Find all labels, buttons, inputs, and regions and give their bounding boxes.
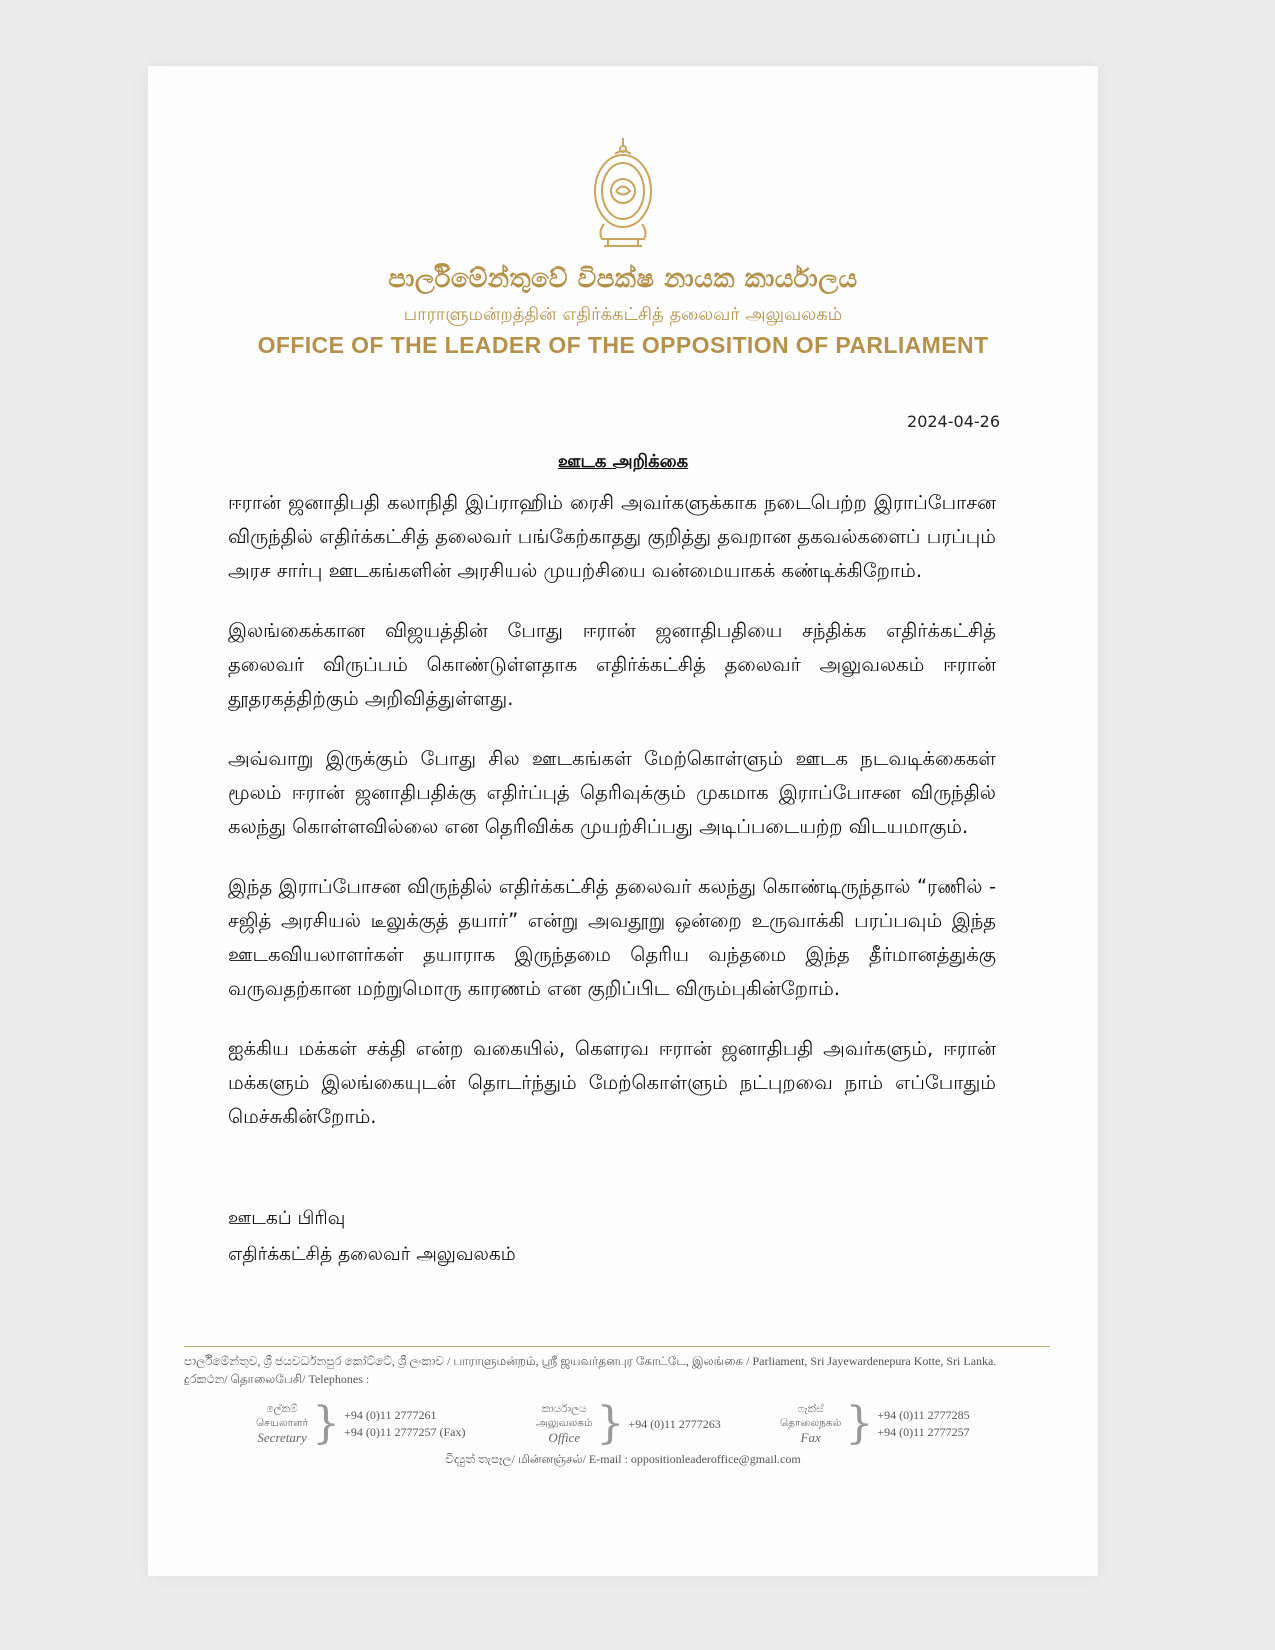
header-title-english: OFFICE OF THE LEADER OF THE OPPOSITION OF PARLIAMENT: [257, 332, 989, 358]
footer-email: විද්‍යුත් තැපෑල/ மின்னஞ்சல்/ E-mail : oppositionleaderoffice@gmail.com: [445, 1452, 801, 1466]
office-label-ta: அலுவலகம்: [536, 1418, 593, 1429]
secretary-phone: +94 (0)11 2777261: [344, 1408, 437, 1422]
letter-page: [148, 66, 1098, 1576]
secretary-label-si: ලේකම්: [266, 1404, 298, 1415]
paragraph: அவ்வாறு இருக்கும் போது சில ஊடகங்கள் மேற்கொள்ளும் ஊடக நடவடிக்கைகள் மூலம் ஈரான் ஜனாதிபதிக்கு எதிர்ப்புத் தெரிவுக்கும் முகமாக இராப்போசன விருந்தில் கலந்து கொள்ளவில்லை என தெரிவிக்க முயற்சிப்பது அடிப்படையற்ற விடயமாகும்.: [228, 747, 996, 838]
header-title-tamil: பாராளுமன்றத்தின் எதிர்க்கட்சித் தலைவர் அலுவலகம்: [403, 304, 843, 325]
contact-secretary: [256, 1398, 466, 1449]
letter-date: 2024-04-26: [907, 412, 1000, 431]
fax-label-ta: தொலைநகல்: [780, 1418, 842, 1429]
paragraph: இலங்கைக்கான விஜயத்தின் போது ஈரான் ஜனாதிபதியை சந்திக்க எதிர்க்கட்சித் தலைவர் விருப்பம் கொண்டுள்ளதாக எதிர்க்கட்சித் தலைவர் அலுவலகம் ஈரான் தூதரகத்திற்கும் அறிவித்துள்ளது.: [228, 619, 996, 710]
footer-address: පාර්ලිමේන්තුව, ශ්‍රී ජයවර්ධනපුර කෝට්ටේ, ශ්‍රී ලංකාව / பாராளுமன்றம், ஸ்ரீ ஜயவர்தனபுர கோட்டே, இலங்கை / Parliament, Sri Jayewardenepura Kotte, Sri Lanka.: [184, 1354, 997, 1368]
secretary-fax: +94 (0)11 2777257 (Fax): [344, 1425, 466, 1439]
header-title-sinhala: පාර්ලිමේන්තුවේ විපක්ෂ නායක කාර්යාලය: [388, 264, 858, 294]
contact-fax: [780, 1398, 970, 1449]
contact-office: [536, 1398, 721, 1449]
fax-number-2: +94 (0)11 2777257: [877, 1425, 970, 1439]
fax-label-si: ෆැක්ස්: [797, 1404, 824, 1415]
secretary-label-en: Secretary: [257, 1430, 307, 1445]
office-label-si: කාර්යාලය: [541, 1404, 587, 1415]
sri-lanka-emblem-icon: [590, 136, 656, 251]
brace-icon: }: [312, 1398, 341, 1449]
fax-label-en: Fax: [800, 1430, 821, 1445]
paragraph: ஈரான் ஜனாதிபதி கலாநிதி இப்ராஹிம் ரைசி அவர்களுக்காக நடைபெற்ற இராப்போசன விருந்தில் எதிர்க்கட்சித் தலைவர் பங்கேற்காதது குறித்து தவறான தகவல்களைப் பரப்பும் அரச சார்பு ஊடகங்களின் அரசியல் முயற்சியை வன்மையாகக் கண்டிக்கிறோம்.: [228, 491, 996, 582]
footer-telephones-label: දුරකථන/ தொலைபேசி/ Telephones :: [184, 1372, 370, 1386]
office-label-en: Office: [548, 1430, 581, 1445]
fax-number-1: +94 (0)11 2777285: [877, 1408, 970, 1422]
letter-title: ஊடக அறிக்கை: [557, 451, 689, 472]
signature-block: [228, 1201, 516, 1273]
sign-line-office: எதிர்க்கட்சித் தலைவர் அலுவலகம்: [228, 1244, 516, 1265]
sign-line-unit: ஊடகப் பிரிவு: [228, 1208, 346, 1229]
letter-body: [228, 486, 996, 1160]
office-phone: +94 (0)11 2777263: [628, 1416, 721, 1431]
paragraph: இந்த இராப்போசன விருந்தில் எதிர்க்கட்சித் தலைவர் கலந்து கொண்டிருந்தால் “ரணில் - சஜித் அரசியல் டீலுக்குத் தயார்” என்று அவதூறு ஒன்றை உருவாக்கி பரப்பவும் இந்த ஊடகவியலாளர்கள் தயாராக இருந்தமை தெரிய வந்தமை இந்த தீர்மானத்துக்கு வருவதற்கான மற்றுமொரு காரணம் என குறிப்பிட விரும்புகின்றோம்.: [228, 875, 996, 1000]
footer-divider: [184, 1346, 1050, 1347]
brace-icon: }: [845, 1398, 874, 1449]
brace-icon: }: [596, 1398, 625, 1449]
paragraph: ஐக்கிய மக்கள் சக்தி என்ற வகையில், கௌரவ ஈரான் ஜனாதிபதி அவர்களும், ஈரான் மக்களும் இலங்கையுடன் தொடர்ந்தும் மேற்கொள்ளும் நட்புறவை நாம் எப்போதும் மெச்சுகின்றோம்.: [228, 1037, 996, 1128]
secretary-label-ta: செயலாளர்: [256, 1418, 309, 1429]
